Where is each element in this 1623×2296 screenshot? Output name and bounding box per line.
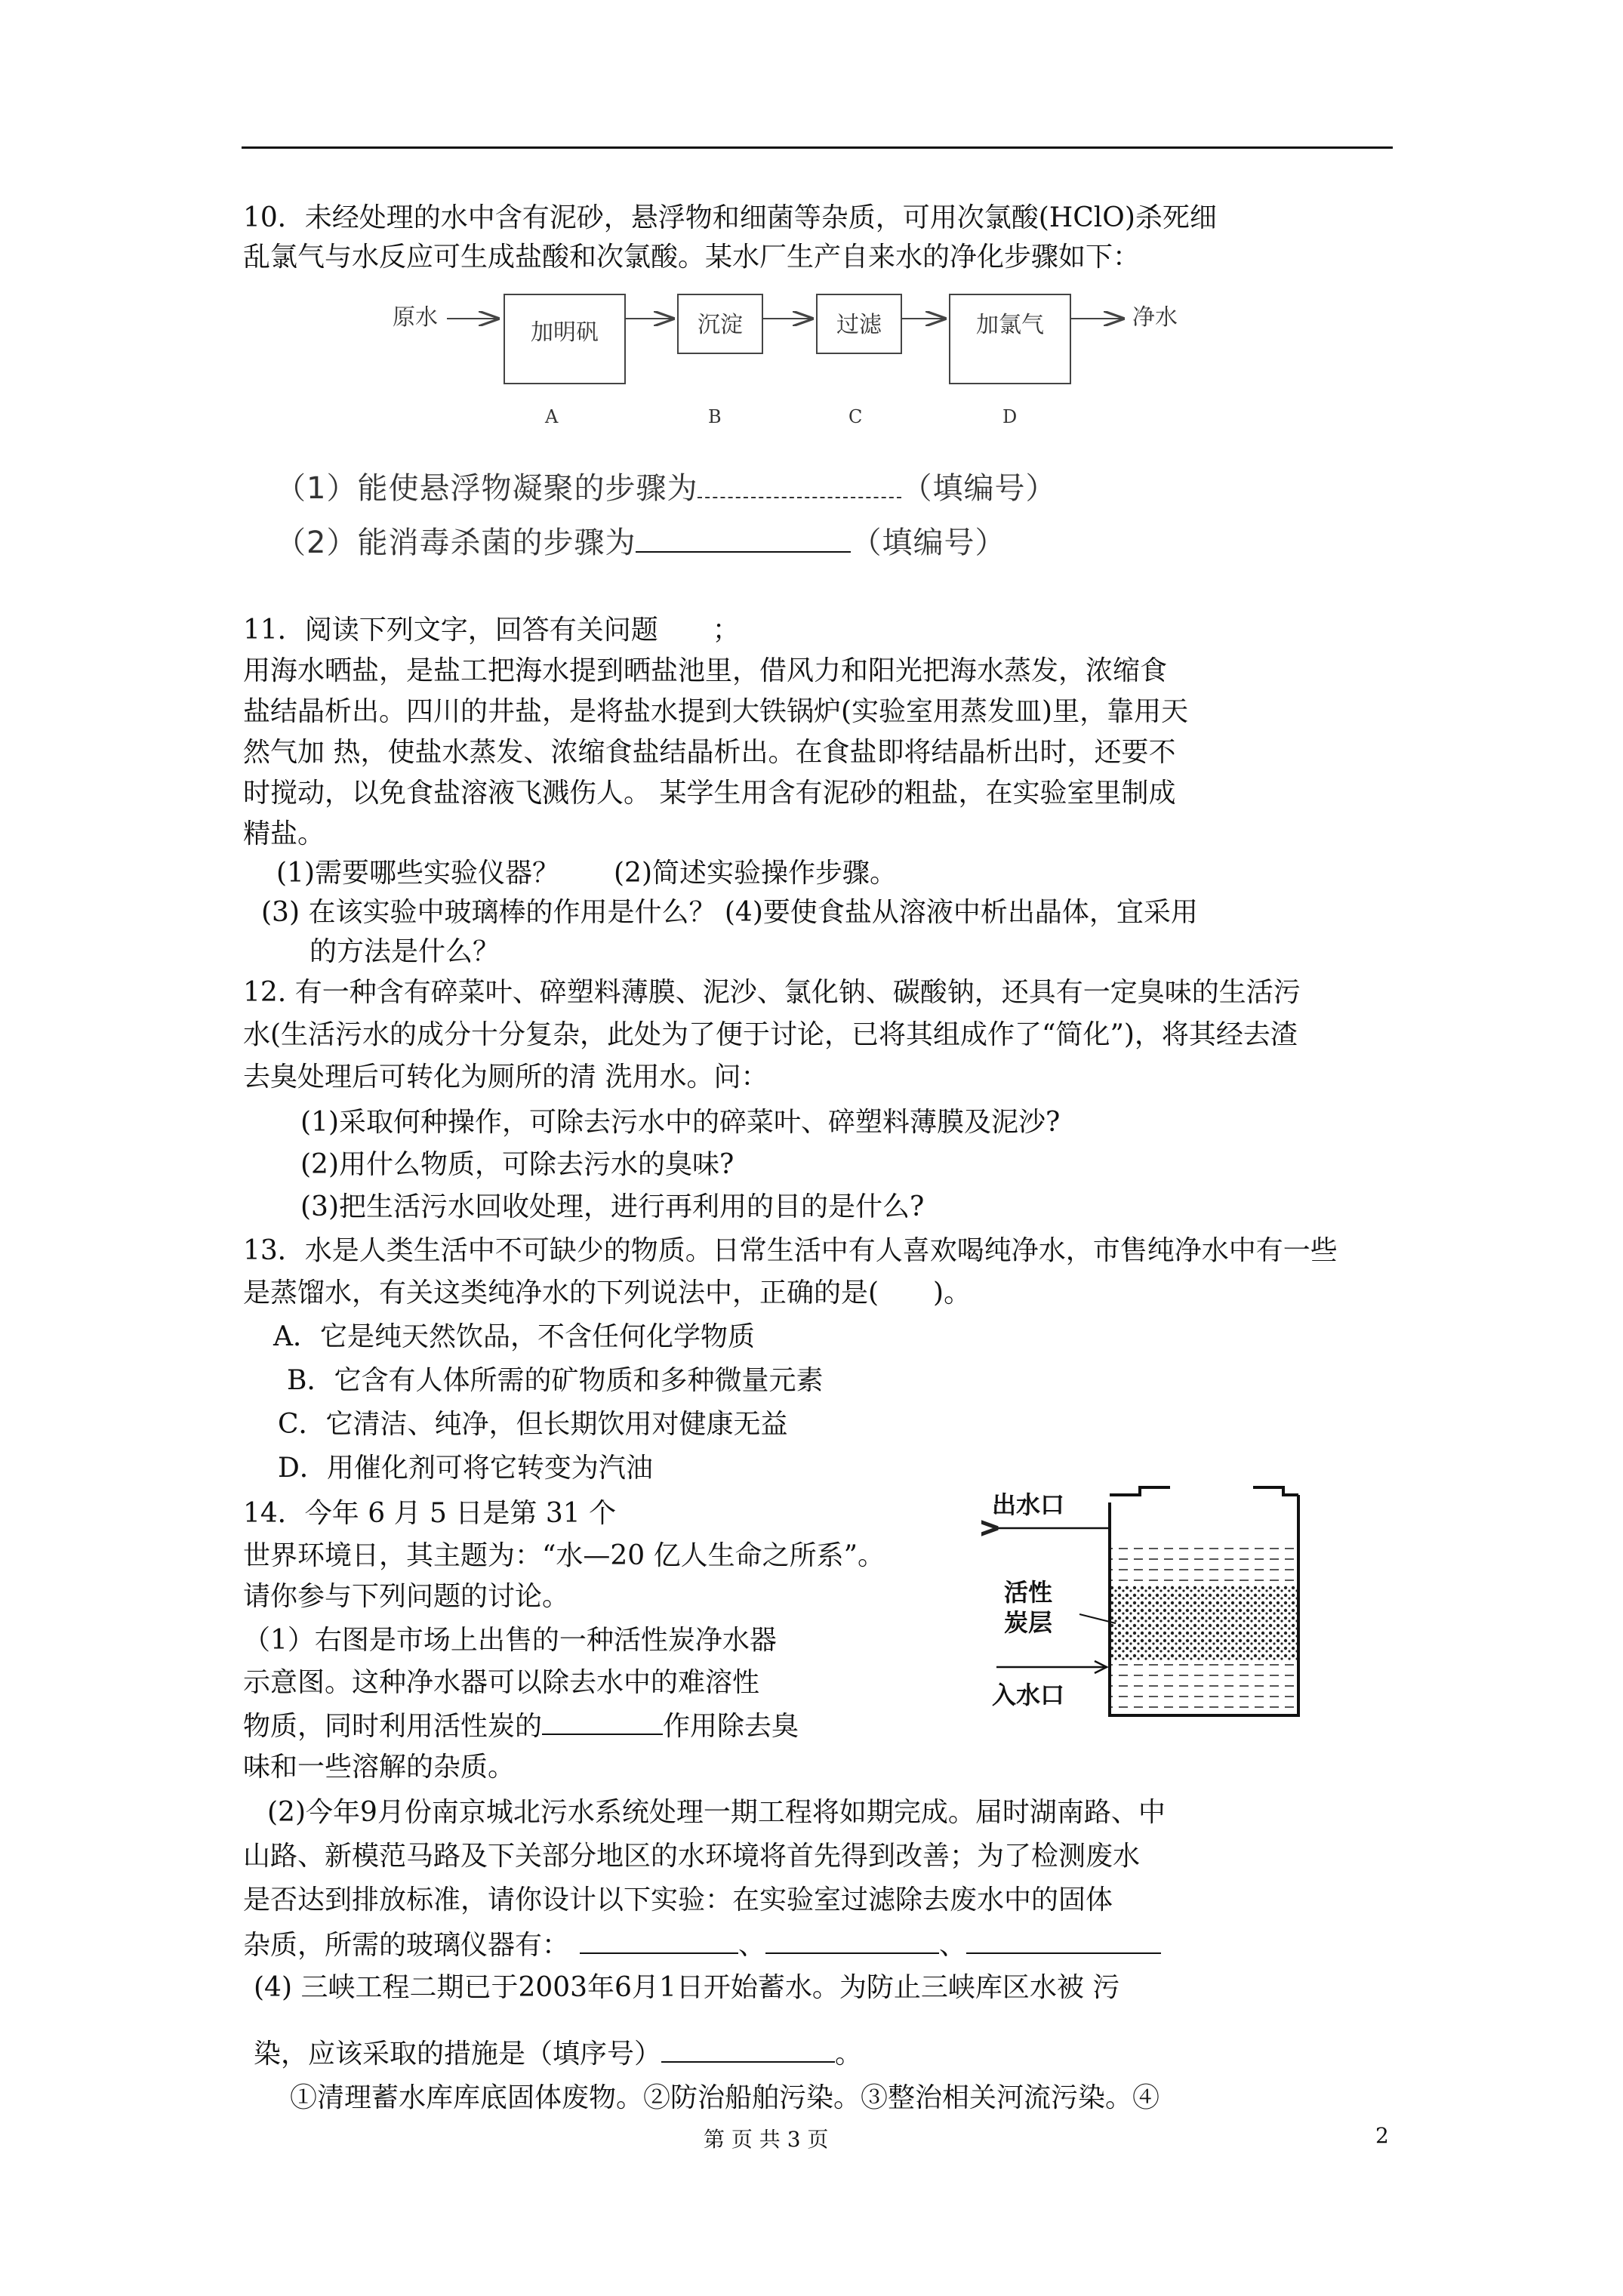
q10-sub-2-suffix: （填编号） — [851, 525, 1006, 560]
q14-answer-blank-adsorption — [542, 1708, 663, 1735]
q11-line-3: 盐结晶析出。四川的井盐，是将盐水提到大铁锅炉(实验室用蒸发皿)里，靠用天 — [243, 696, 1189, 727]
q14-p2-line-1: (2)今年9月份南京城北污水系统处理一期工程将如期完成。届时湖南路、中 — [267, 1797, 1166, 1828]
q11-sub-3-4: (3) 在该实验中玻璃棒的作用是什么？ (4)要使食盐从溶液中析出晶体，宜采用 — [261, 897, 1198, 928]
flow-code-a: A — [545, 406, 559, 427]
water-purification-flowchart — [377, 287, 1253, 445]
q14-p2-line-2: 山路、新模范马路及下关部分地区的水环境将首先得到改善；为了检测废水 — [243, 1841, 1141, 1872]
q12-sub-1: (1)采取何种操作，可除去污水中的碎菜叶、碎塑料薄膜及泥沙? — [300, 1107, 1061, 1138]
q10-sub-1-text: （1）能使悬浮物凝聚的步骤为 — [276, 471, 698, 506]
q11-line-6: 精盐。 — [243, 818, 325, 849]
q10-sub-2-text: （2）能消毒杀菌的步骤为 — [276, 525, 636, 560]
q14-answer-blank-glass-2 — [765, 1927, 939, 1954]
flow-code-d: D — [1002, 406, 1018, 427]
q10-sub-2 — [276, 525, 1006, 560]
q14-p2-line-4-text: 杂质，所需的玻璃仪器有： — [243, 1930, 570, 1961]
q14-p4-line-2-suffix: 。 — [835, 2039, 863, 2069]
flow-code-b: B — [708, 406, 722, 427]
q10-line-2: 乱氯气与水反应可生成盐酸和次氯酸。某水厂生产自来水的净化步骤如下： — [243, 242, 1141, 273]
q11-line-2: 用海水晒盐，是盐工把海水提到晒盐池里，借风力和阳光把海水蒸发，浓缩食 — [243, 655, 1168, 686]
footer-page-info: 第 页 共 3 页 — [704, 2127, 829, 2152]
q12-line-3: 去臭处理后可转化为厕所的清 洗用水。问： — [243, 1062, 768, 1093]
q13-option-a: A．它是纯天然饮品，不含任何化学物质 — [273, 1321, 755, 1352]
q11-sub-1-2: (1)需要哪些实验仪器？ (2)简述实验操作步骤。 — [276, 858, 897, 889]
q12-sub-3: (3)把生活污水回收处理，进行再利用的目的是什么? — [300, 1191, 925, 1222]
q14-p4-line-2-text: 染，应该采取的措施是（填序号） — [254, 2039, 662, 2069]
q14-answer-blank-glass-3 — [966, 1927, 1161, 1954]
q11-sub-4-cont: 的方法是什么？ — [310, 936, 500, 967]
q14-answer-blank-glass-1 — [580, 1927, 738, 1954]
q14-p4-line-1: (4) 三峡工程二期已于2003年6月1日开始蓄水。为防止三峡库区水被 污 — [254, 1972, 1120, 2003]
flow-step-c: 过滤 — [836, 312, 882, 338]
figure-carbon-label-1: 活性 — [1004, 1578, 1053, 1607]
q11-line-5: 时搅动，以免食盐溶液飞溅伤人。 某学生用含有泥砂的粗盐，在实验室里制成 — [243, 778, 1176, 809]
q12-line-2: 水(生活污水的成分十分复杂，此处为了便于讨论，已将其组成作了“简化”)，将其经去渣 — [243, 1019, 1298, 1050]
figure-outlet-label: 出水口 — [992, 1490, 1065, 1519]
q14-line-3: 请你参与下列问题的讨论。 — [243, 1581, 570, 1612]
q13-line-2: 是蒸馏水，有关这类纯净水的下列说法中，正确的是( )。 — [243, 1277, 972, 1308]
flow-result-label: 净水 — [1132, 304, 1178, 331]
flow-source-label: 原水 — [393, 304, 438, 331]
q14-line-4: （1）右图是市场上出售的一种活性炭净水器 — [243, 1625, 777, 1656]
q12-sub-2: (2)用什么物质，可除去污水的臭味? — [300, 1149, 735, 1180]
activated-carbon-filter-figure — [981, 1480, 1329, 1729]
q14-p4-line-2 — [254, 2036, 862, 2072]
q10-line-1: 10．未经处理的水中含有泥砂，悬浮物和细菌等杂质，可用次氯酸(HClO)杀死细 — [243, 202, 1217, 233]
footer-page-number: 2 — [1375, 2123, 1389, 2148]
q14-p2-line-3: 是否达到排放标准，请你设计以下实验：在实验室过滤除去废水中的固体 — [243, 1885, 1113, 1915]
q11-line-4: 然气加 热，使盐水蒸发、浓缩食盐结晶析出。在食盐即将结晶析出时，还要不 — [243, 737, 1176, 768]
q10-sub-1 — [276, 471, 1056, 506]
figure-carbon-label-2: 炭层 — [1004, 1608, 1053, 1637]
q14-line-6 — [243, 1708, 799, 1744]
q14-answer-blank-measures — [661, 2036, 835, 2063]
q10-answer-blank-1 — [698, 471, 901, 498]
q14-line-1: 14．今年 6 月 5 日是第 31 个 — [243, 1498, 617, 1529]
q14-line-2: 世界环境日，其主题为：“水—20 亿人生命之所系”。 — [243, 1540, 885, 1571]
q14-line-6-suffix: 作用除去臭 — [663, 1711, 799, 1742]
q14-separator-2: 、 — [939, 1930, 967, 1961]
q13-option-c: C．它清洁、纯净，但长期饮用对健康无益 — [278, 1409, 788, 1440]
flow-step-b: 沉淀 — [698, 312, 743, 338]
q14-p4-line-3: ①清理蓄水库库底固体废物。②防治船舶污染。③整治相关河流污染。④ — [290, 2082, 1160, 2113]
q14-separator-1: 、 — [738, 1930, 766, 1961]
q13-line-1: 13．水是人类生活中不可缺少的物质。日常生活中有人喜欢喝纯净水，市售纯净水中有一些 — [243, 1235, 1338, 1266]
figure-inlet-label: 入水口 — [992, 1681, 1065, 1709]
q13-option-b: B．它含有人体所需的矿物质和多种微量元素 — [287, 1365, 824, 1396]
q13-option-d: D．用催化剂可将它转变为汽油 — [278, 1453, 653, 1484]
header-rule — [242, 146, 1393, 149]
q11-line-1: 11．阅读下列文字，回答有关问题 ； — [243, 615, 740, 646]
q10-sub-1-suffix: （填编号） — [901, 471, 1057, 506]
flow-step-a: 加明矾 — [531, 319, 599, 346]
q14-p2-line-4 — [243, 1927, 1161, 1963]
q10-answer-blank-2 — [636, 525, 851, 553]
q14-line-7: 味和一些溶解的杂质。 — [243, 1752, 516, 1783]
flow-code-c: C — [848, 406, 863, 427]
q14-line-6-text: 物质，同时利用活性炭的 — [243, 1711, 543, 1742]
flow-step-d: 加氯气 — [976, 312, 1044, 338]
q12-line-1: 12. 有一种含有碎菜叶、碎塑料薄膜、泥沙、氯化钠、碳酸钠，还具有一定臭味的生活污 — [243, 977, 1301, 1008]
q14-line-5: 示意图。这种净水器可以除去水中的难溶性 — [243, 1667, 760, 1698]
